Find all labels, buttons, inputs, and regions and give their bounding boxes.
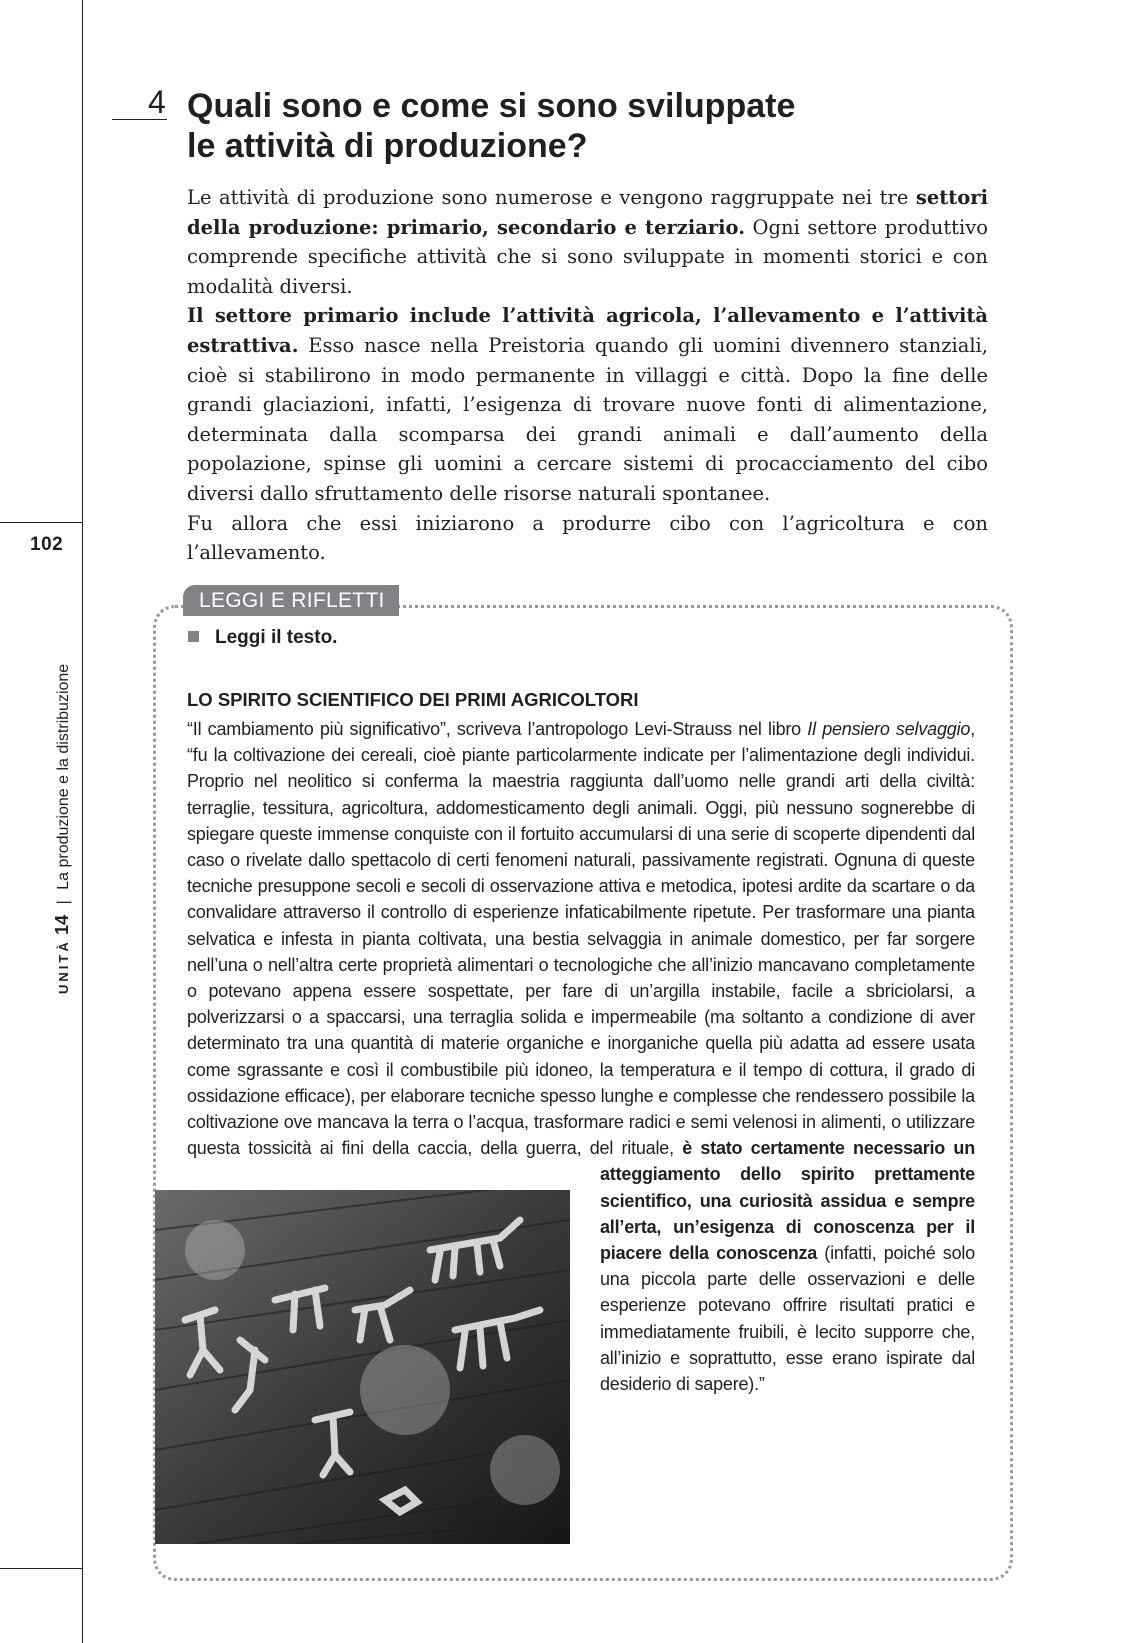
square-bullet-icon — [188, 631, 199, 642]
section-title-line2: le attività di produzione? — [187, 127, 588, 165]
box-tab-label: LEGGI E RIFLETTI — [183, 585, 399, 616]
section-title-line1: Quali sono e come si sono sviluppate — [187, 87, 796, 125]
intro-paragraph-1 — [187, 183, 988, 301]
intro-paragraph-2 — [187, 301, 988, 508]
intro-p2-text: Esso nasce nella Preistoria quando gli uomini divennero stanziali, cioè si stabilirono in modo permanente in villaggi e città. Dopo la fine delle grandi glaciazioni, infatti, l’esigenza di trovare nuove fonti di alimentazione, determinata dalla scomparsa dei grandi animali e dall’aumento della popolazione, spinse gli uomini a cercare sistemi di procacciamento del cibo diversi dallo sfruttamento delle risorse naturali spontanee. — [187, 333, 988, 505]
section-title — [187, 86, 987, 166]
section-number: 4 — [148, 84, 166, 120]
reading-text-b: , “fu la coltivazione dei cereali, cioè piante particolarmente indicate per l’alimentazione degli individui. Proprio nel neolitico si conferma la maestria raggiunta dall’uomo nelle grandi arti della civiltà: terraglie, tessitura, agricoltura, addomesticamento degli animali. Oggi, più nessuno sognerebbe di spiegare queste immense conquiste con il fortuito accumularsi di una serie di scoperte dipendenti dal caso o rivelate dallo spettacolo di certi fenomeni naturali, passivamente registrati. Ognuna di queste tecniche presuppone secoli e secoli di osservazione attiva e metodica, ipotesi ardite da scartare o da convalidare attraverso il controllo di esperienze infaticabilmente ripetute. Per trasformare una pianta selvatica e infesta in pianta coltivata, una bestia selvaggia in animale domestico, per far sorgere nell’una o nell’altra certe proprietà alimentari o tecnologiche che all’inizio mancavano completamente o potevano appena essere sospettate, per fare di un’argilla instabile, facile a sbriciolarsi, a polverizzarsi o a spaccarsi, una terraglia solida e impermeabile (ma soltanto a condizione di aver determinato tra una quantità di materie organiche e inorganiche quella più adatta ad essere usata come sgrassante e così il combustibile più idoneo, la temperatura e il tempo di cottura, il grado di ossidazione efficace), per elaborare tecniche spesso lunghe e complesse che rendessero possibile la coltivazione ove mancava la terra o l’acqua, trasformare radici e semi velenosi in alimenti, o utilizzare questa tossicità ai fini della caccia, della guerra, del rituale, — [187, 719, 975, 1159]
intro-p1-text: Le attività di produzione sono numerose e vengono raggruppate nei tre — [187, 186, 916, 209]
instruction — [188, 627, 337, 649]
intro-paragraph-3: Fu allora che essi iniziarono a produrre cibo con l’agricoltura e con l’allevamento. — [187, 511, 988, 565]
margin-rule — [82, 0, 83, 1643]
intro-p2-bold: Il settore primario include l’attività agricola, l’allevamento e l’attività estrattiva. — [187, 304, 988, 357]
instruction-text: Leggi il testo. — [215, 627, 338, 648]
book-title: Il pensiero selvaggio — [807, 719, 971, 739]
page-number-rule-top — [0, 522, 82, 523]
running-head — [52, 584, 78, 994]
intro-text — [187, 183, 988, 568]
rock-carving-photo — [155, 1190, 570, 1544]
intro-p1-text-2: Ogni settore produttivo comprende specifiche attività che si sono sviluppate in momenti storici e con modalità diversi. — [187, 215, 988, 298]
intro-p1-bold: settori della produzione: primario, secondario e terziario. — [187, 186, 988, 239]
page-number: 102 — [30, 534, 64, 555]
reading-text-c: (infatti, poiché solo una piccola parte delle osservazioni e delle esperienze potevano offrire risultati pratici e immediatamente fruibili, è lecito supporre che, all’inizio e soprattutto, esse erano ispirate dal desiderio di sapere).” — [600, 1243, 975, 1395]
unit-topic: La produzione e la distribuzione — [55, 663, 72, 890]
reading-text-a: “Il cambiamento più significativo”, scriveva l’antropologo Levi-Strauss nel libro — [187, 719, 808, 739]
page-number-rule-bottom — [0, 1568, 82, 1569]
running-head-separator: | — [55, 900, 72, 905]
reading-title: LO SPIRITO SCIENTIFICO DEI PRIMI AGRICOLTORI — [187, 689, 639, 710]
unit-number: 14 — [52, 914, 72, 935]
rock-carving-image — [155, 1190, 570, 1544]
reading-bold: è stato certamente necessario un atteggiamento dello spirito prettamente scientifico, una curiosità assidua e sempre all’erta, un’esigenza di conoscenza per il piacere della conoscenza — [600, 1138, 975, 1264]
unit-label: UNITÀ — [56, 939, 71, 994]
